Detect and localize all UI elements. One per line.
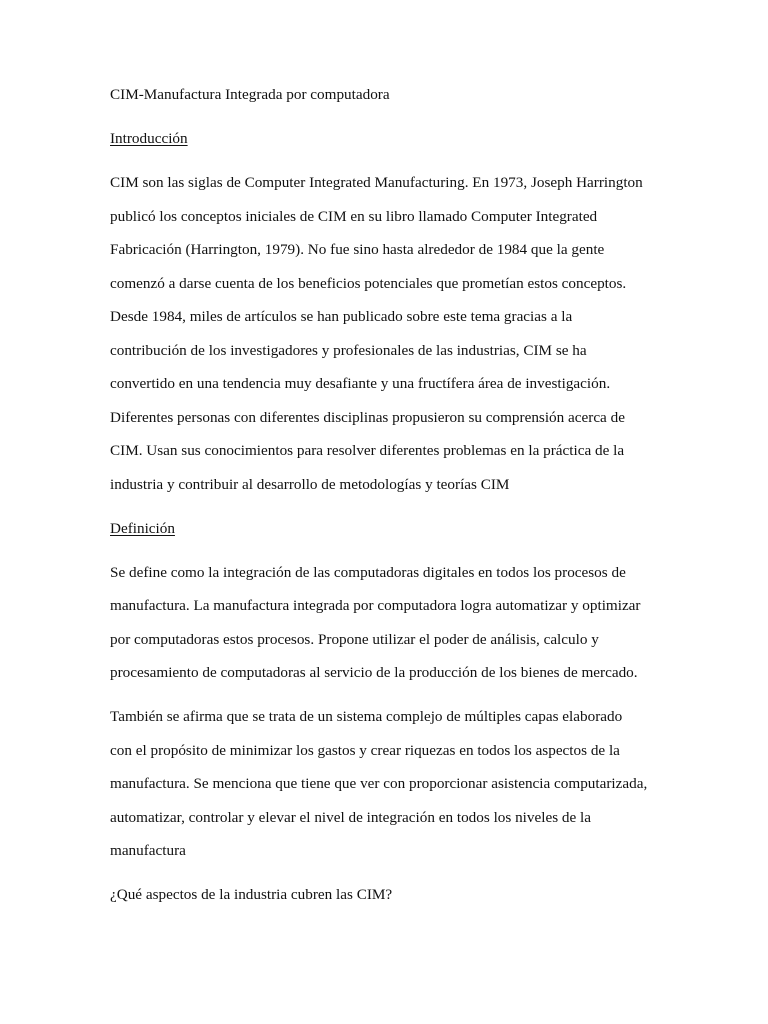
paragraph-line: CIM son las siglas de Computer Integrated Manufacturing. En 1973, Joseph Harrington <box>110 174 643 191</box>
paragraph-line: por computadoras estos procesos. Propone utilizar el poder de análisis, calculo y <box>110 630 599 648</box>
section-heading-definicion: Definición <box>110 519 175 537</box>
paragraph-line: convertido en una tendencia muy desafiante y una fructífera área de investigación. <box>110 375 611 392</box>
paragraph-definicion-2 <box>110 706 670 862</box>
paragraph-line: industria y contribuir al desarrollo de metodologías y teorías CIM <box>110 475 510 493</box>
section-heading-introduccion: Introducción <box>110 130 188 147</box>
paragraph-line: CIM. Usan sus conocimientos para resolver diferentes problemas en la práctica de la <box>110 442 625 459</box>
paragraph-introduccion <box>110 172 670 496</box>
document-title: CIM-Manufactura Integrada por computadora <box>110 86 390 103</box>
paragraph-line: Se define como la integración de las computadoras digitales en todos los procesos de <box>110 563 626 581</box>
paragraph-line: manufactura. La manufactura integrada por computadora logra automatizar y optimizar <box>110 597 641 614</box>
paragraph-line: Desde 1984, miles de artículos se han publicado sobre este tema gracias a la <box>110 308 573 325</box>
paragraph-line: contribución de los investigadores y profesionales de las industrias, CIM se ha <box>110 341 587 359</box>
paragraph-line: manufactura. Se menciona que tiene que ver con proporcionar asistencia computarizada, <box>110 775 648 792</box>
paragraph-line: manufactura <box>110 842 186 859</box>
question-heading: ¿Qué aspectos de la industria cubren las CIM? <box>110 886 393 903</box>
definicion-block <box>110 518 670 540</box>
paragraph-definicion-1 <box>110 562 670 685</box>
paragraph-line: Diferentes personas con diferentes disciplinas propusieron su comprensión acerca de <box>110 408 625 426</box>
paragraph-line: También se afirma que se trata de un sistema complejo de múltiples capas elaborado <box>110 708 623 725</box>
paragraph-line: publicó los conceptos iniciales de CIM en su libro llamado Computer Integrated <box>110 207 598 225</box>
document-content <box>110 84 670 906</box>
paragraph-line: comenzó a darse cuenta de los beneficios potenciales que prometían estos conceptos. <box>110 274 627 292</box>
paragraph-line: Fabricación (Harrington, 1979). No fue sino hasta alrededor de 1984 que la gente <box>110 241 605 258</box>
paragraph-line: automatizar, controlar y elevar el nivel de integración en todos los niveles de la <box>110 808 591 826</box>
paragraph-line: procesamiento de computadoras al servicio de la producción de los bienes de mercado. <box>110 664 638 681</box>
paragraph-line: con el propósito de minimizar los gastos y crear riquezas en todos los aspectos de la <box>110 741 620 759</box>
